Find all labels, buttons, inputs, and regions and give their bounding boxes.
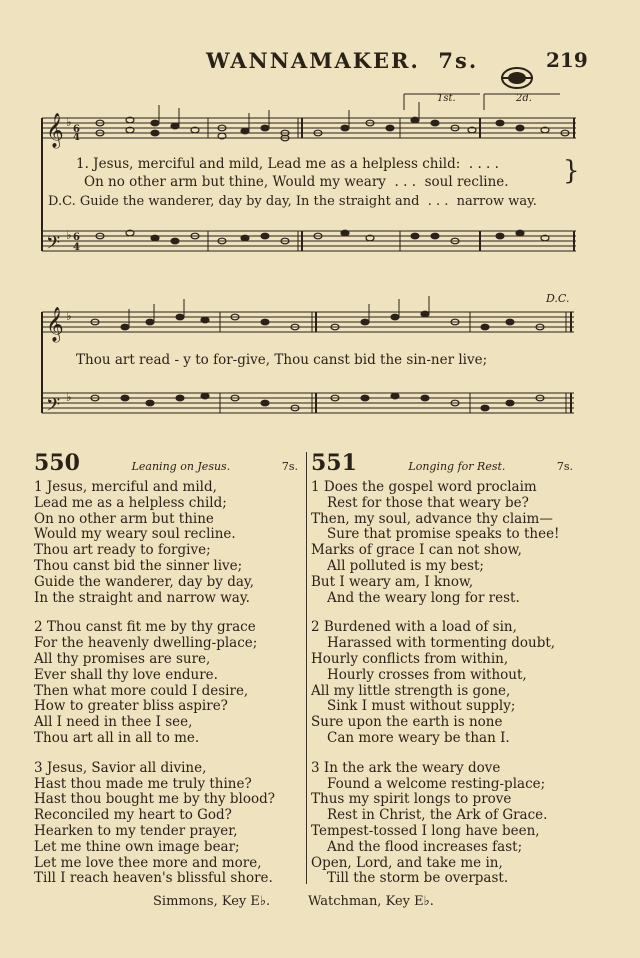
lyric-line-4: Thou art read - y to for-give, Thou canst bid the sin-ner live; bbox=[76, 352, 488, 368]
brace-icon: } bbox=[563, 156, 580, 186]
verse-3: 3 Jesus, Savior all divine, Hast thou made me truly thine? Hast thou bought me by thy blood? Reconciled my heart to God? Hearken to my tender prayer, Let me thine own image bear; Let me love thee more and more, Till I reach heaven's blissful shore. bbox=[34, 759, 275, 887]
verse-1: 1 Jesus, merciful and mild, Lead me as a helpless child; On no other arm but thine Would my weary soul recline. Thou art ready to forgive; Thou canst bid the sinner live; Guide the wanderer, day by day, In the straight and narrow way. bbox=[34, 479, 255, 606]
svg-text:♭: ♭ bbox=[66, 228, 72, 242]
hymn-number: 551 bbox=[311, 450, 357, 476]
dc-marker: D.C. bbox=[546, 292, 570, 305]
svg-text:4: 4 bbox=[73, 242, 80, 253]
lyric-line-2: On no other arm but thine, Would my weary . . . soul recline. bbox=[84, 174, 509, 190]
meter-label: 7s. bbox=[438, 48, 479, 73]
svg-text:4: 4 bbox=[73, 132, 80, 143]
hymn-number: 550 bbox=[34, 450, 80, 476]
hymn-551 bbox=[311, 450, 573, 887]
tune-reference: Watchman, Key E♭. bbox=[308, 894, 434, 909]
verse-2: 2 Burdened with a load of sin, Harassed with tormenting doubt, Hourly conflicts from within, Hourly crosses from without, All my little strength is gone, Sink I must without supply; Sure upon the earth is none Can more weary be than I. bbox=[311, 619, 556, 746]
first-ending-label: 1st. bbox=[437, 93, 456, 104]
hymn-subtitle: Leaning on Jesus. bbox=[131, 460, 231, 473]
svg-text:♭: ♭ bbox=[66, 115, 72, 129]
hymn-tune-title: WANNAMAKER. 7s. bbox=[206, 48, 479, 73]
svg-text:♭: ♭ bbox=[66, 390, 72, 404]
lyric-line-3: D.C. Guide the wanderer, day by day, In the straight and . . . narrow way. bbox=[48, 194, 537, 209]
tune-reference: Simmons, Key E♭. bbox=[153, 894, 271, 909]
hymn-550 bbox=[34, 450, 298, 887]
hymn-subtitle: Longing for Rest. bbox=[408, 460, 506, 473]
bass-clef-icon: 𝄢 bbox=[46, 233, 61, 258]
page-number: 219 bbox=[546, 48, 588, 72]
treble-clef-icon: 𝄞 bbox=[46, 307, 64, 342]
treble-staff-1 bbox=[42, 118, 576, 138]
hymn-meter: 7s. bbox=[556, 460, 573, 473]
bass-clef-icon: 𝄢 bbox=[46, 395, 61, 420]
treble-clef-icon: 𝄞 bbox=[46, 113, 64, 148]
lyric-line-1: 1. Jesus, merciful and mild, Lead me as a helpless child: . . . . bbox=[76, 156, 499, 172]
svg-text:6: 6 bbox=[73, 232, 80, 243]
verse-3: 3 In the ark the weary dove Found a welcome resting-place; Thus my spirit longs to prove Rest in Christ, the Ark of Grace. Tempest-tossed I long have been, And the flood increases fast; Open, Lord, and take me in, Till the storm be overpast. bbox=[311, 759, 548, 887]
svg-text:♭: ♭ bbox=[66, 309, 72, 323]
bass-staff-1 bbox=[42, 231, 576, 251]
svg-text:6: 6 bbox=[73, 124, 80, 135]
column-divider bbox=[306, 452, 307, 884]
second-ending-label: 2d. bbox=[516, 93, 532, 104]
verse-2: 2 Thou canst fit me by thy grace For the heavenly dwelling-place; All thy promises are sure, Ever shall thy love endure. Then what more could I desire, How to greater bliss aspire? All I need in thee I see, Thou art all in all to me. bbox=[34, 619, 258, 746]
verse-1: 1 Does the gospel word proclaim Rest for those that weary be? Then, my soul, advance thy claim— Sure that promise speaks to thee! Marks of grace I can not show, All polluted is my best; But I weary am, I know, And the weary long for rest. bbox=[311, 479, 560, 606]
hymn-meter: 7s. bbox=[281, 460, 298, 473]
